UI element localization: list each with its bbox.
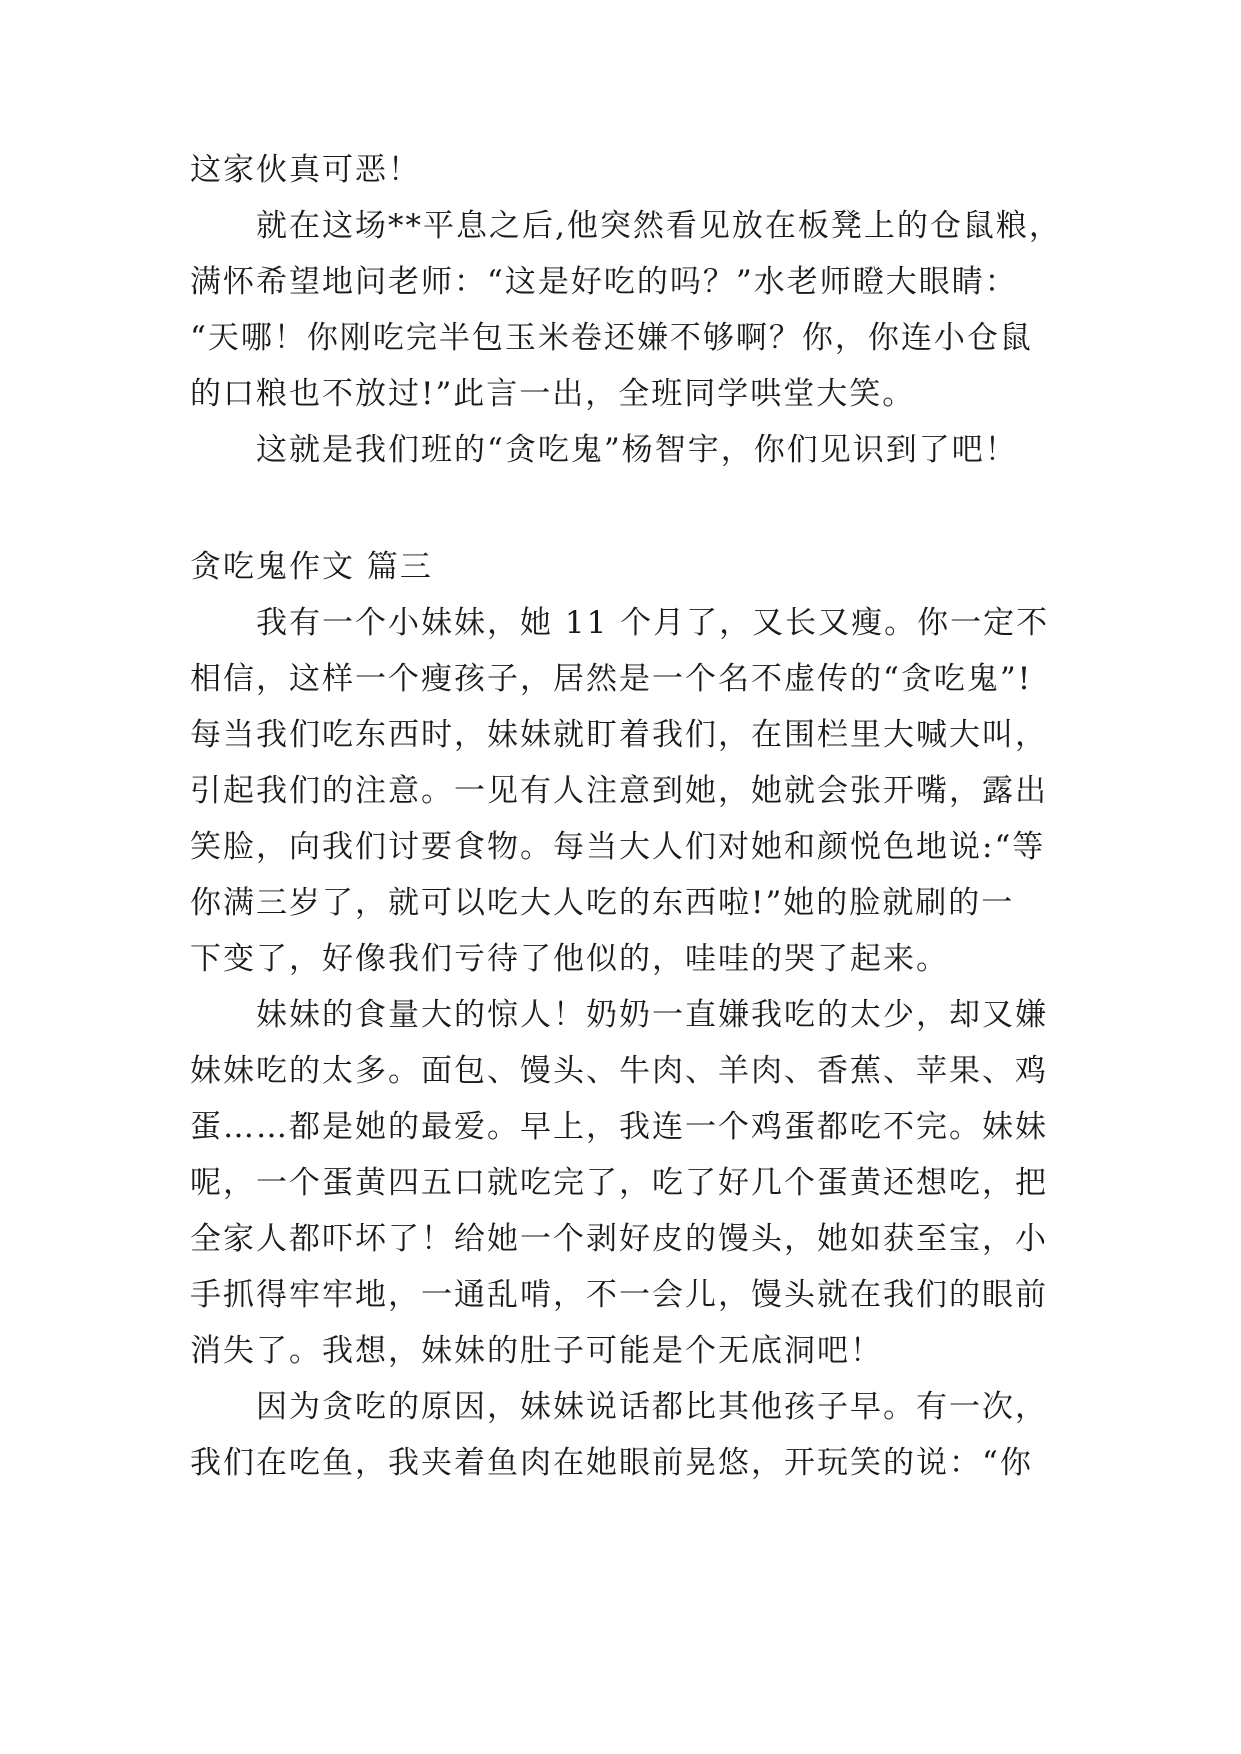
section-heading: 贪吃鬼作文 篇三 (190, 549, 433, 585)
paragraph-start-line: 我有一个小妹妹，她 11 个月了，又长又瘦。你一定不 (256, 605, 1050, 641)
text-line: 下变了，好像我们亏待了他似的，哇哇的哭了起来。 (190, 941, 949, 977)
text-line: 蛋……都是她的最爱。早上，我连一个鸡蛋都吃不完。妹妹 (190, 1109, 1048, 1145)
text-line: 相信，这样一个瘦孩子，居然是一个名不虚传的“贪吃鬼”! (190, 661, 1033, 697)
paragraph-start-line: 因为贪吃的原因，妹妹说话都比其他孩子早。有一次， (256, 1389, 1048, 1425)
text-line: 每当我们吃东西时，妹妹就盯着我们，在围栏里大喊大叫， (190, 717, 1048, 753)
paragraph-start-line: 妹妹的食量大的惊人！奶奶一直嫌我吃的太少，却又嫌 (256, 997, 1048, 1033)
text-line: 我们在吃鱼，我夹着鱼肉在她眼前晃悠，开玩笑的说：“你 (190, 1445, 1033, 1481)
text-line: “天哪！你刚吃完半包玉米卷还嫌不够啊？你，你连小仓鼠 (190, 320, 1033, 356)
text-line: 手抓得牢牢地，一通乱啃，不一会儿，馒头就在我们的眼前 (190, 1277, 1048, 1313)
text-line: 你满三岁了，就可以吃大人吃的东西啦!”她的脸就刷的一 (190, 885, 1015, 921)
text-line: 满怀希望地问老师：“这是好吃的吗？”水老师瞪大眼睛： (190, 264, 1018, 300)
text-line: 的口粮也不放过!”此言一出，全班同学哄堂大笑。 (190, 376, 916, 412)
text-line: 妹妹吃的太多。面包、馒头、牛肉、羊肉、香蕉、苹果、鸡 (190, 1053, 1048, 1089)
text-line: 这家伙真可恶！ (190, 152, 421, 188)
text-line: 引起我们的注意。一见有人注意到她，她就会张开嘴，露出 (190, 773, 1048, 809)
text-line: 消失了。我想，妹妹的肚子可能是个无底洞吧！ (190, 1333, 883, 1369)
text-line: 呢，一个蛋黄四五口就吃完了，吃了好几个蛋黄还想吃，把 (190, 1165, 1048, 1201)
paragraph-start-line: 这就是我们班的“贪吃鬼”杨智宇，你们见识到了吧！ (256, 432, 1018, 468)
paragraph-start-line: 就在这场**平息之后,他突然看见放在板凳上的仓鼠粮， (256, 208, 1062, 244)
text-line: 笑脸，向我们讨要食物。每当大人们对她和颜悦色地说:“等 (190, 829, 1046, 865)
text-line: 全家人都吓坏了！给她一个剥好皮的馒头，她如获至宝，小 (190, 1221, 1048, 1257)
